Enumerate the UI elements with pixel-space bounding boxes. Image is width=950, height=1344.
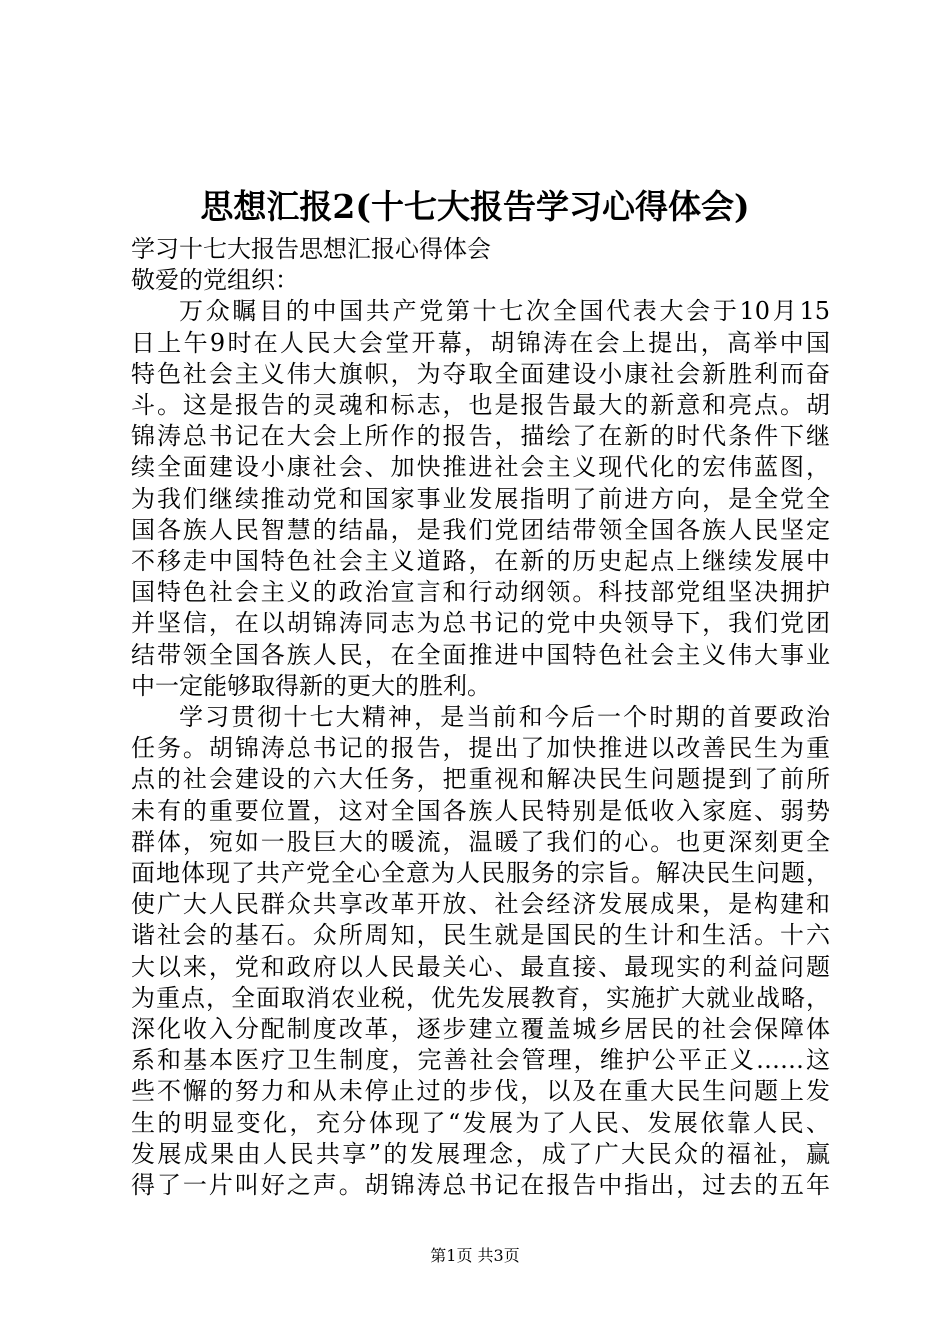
- paragraph-line: 为重点，全面取消农业税，优先发展教育，实施扩大就业战略，: [131, 983, 830, 1012]
- paragraph-line: 面地体现了共产党全心全意为人民服务的宗旨。解决民生问题，: [131, 859, 830, 888]
- salutation-text: 敬爱的党组织：: [131, 266, 299, 295]
- paragraph-line: 点的社会建设的六大任务，把重视和解决民生问题提到了前所: [131, 765, 830, 794]
- paragraph-line: 发展成果由人民共享”的发展理念，成了广大民众的福祉，赢: [131, 1139, 830, 1168]
- salutation: [131, 265, 830, 296]
- paragraph-line: 深化收入分配制度改革，逐步建立覆盖城乡居民的社会保障体: [131, 1015, 830, 1044]
- paragraph-line: 万众瞩目的中国共产党第十七次全国代表大会于10月15: [179, 297, 830, 326]
- paragraph-1: [131, 296, 830, 702]
- paragraph-line: 特色社会主义伟大旗帜，为夺取全面建设小康社会新胜利而奋: [131, 359, 830, 388]
- paragraph-line: 国特色社会主义的政治宣言和行动纲领。科技部党组坚决拥护: [131, 578, 830, 607]
- paragraph-line: 为我们继续推动党和国家事业发展指明了前进方向，是全党全: [131, 484, 830, 513]
- paragraph-2: [131, 702, 830, 1201]
- document-body: [131, 234, 830, 1201]
- paragraph-line: 些不懈的努力和从未停止过的步伐，以及在重大民生问题上发: [131, 1077, 830, 1106]
- paragraph-line: 中一定能够取得新的更大的胜利。: [131, 671, 491, 700]
- paragraph-line: 生的明显变化，充分体现了“发展为了人民、发展依靠人民、: [131, 1108, 830, 1137]
- paragraph-line: 锦涛总书记在大会上所作的报告，描绘了在新的时代条件下继: [131, 422, 830, 451]
- document-title: 思想汇报2(十七大报告学习心得体会): [200, 187, 750, 226]
- page-number: 第1页 共3页: [430, 1246, 520, 1265]
- paragraph-line: 斗。这是报告的灵魂和标志，也是报告最大的新意和亮点。胡: [131, 391, 830, 420]
- paragraph-line: 国各族人民智慧的结晶，是我们党团结带领全国各族人民坚定: [131, 515, 830, 544]
- paragraph-line: 谐社会的基石。众所周知，民生就是国民的生计和生活。十六: [131, 921, 830, 950]
- paragraph-line: 得了一片叫好之声。胡锦涛总书记在报告中指出，过去的五年: [131, 1171, 830, 1200]
- paragraph-line: 续全面建设小康社会、加快推进社会主义现代化的宏伟蓝图，: [131, 453, 830, 482]
- paragraph-line: 大以来，党和政府以人民最关心、最直接、最现实的利益问题: [131, 952, 830, 981]
- document-subtitle: [131, 234, 830, 265]
- paragraph-line: 未有的重要位置，这对全国各族人民特别是低收入家庭、弱势: [131, 796, 830, 825]
- paragraph-line: 学习贯彻十七大精神，是当前和今后一个时期的首要政治: [179, 703, 830, 732]
- paragraph-line: 结带领全国各族人民，在全面推进中国特色社会主义伟大事业: [131, 640, 830, 669]
- paragraph-line: 日上午9时在人民大会堂开幕，胡锦涛在会上提出，高举中国: [131, 328, 830, 357]
- paragraph-line: 系和基本医疗卫生制度，完善社会管理，维护公平正义……这: [131, 1046, 830, 1075]
- page-footer: [0, 1245, 950, 1267]
- paragraph-line: 使广大人民群众共享改革开放、社会经济发展成果，是构建和: [131, 890, 830, 919]
- subtitle-text: 学习十七大报告思想汇报心得体会: [131, 235, 491, 263]
- paragraph-line: 群体，宛如一股巨大的暖流，温暖了我们的心。也更深刻更全: [131, 827, 830, 856]
- paragraph-line: 任务。胡锦涛总书记的报告，提出了加快推进以改善民生为重: [131, 734, 830, 763]
- paragraph-line: 不移走中国特色社会主义道路，在新的历史起点上继续发展中: [131, 547, 830, 576]
- paragraph-line: 并坚信，在以胡锦涛同志为总书记的党中央领导下，我们党团: [131, 609, 830, 638]
